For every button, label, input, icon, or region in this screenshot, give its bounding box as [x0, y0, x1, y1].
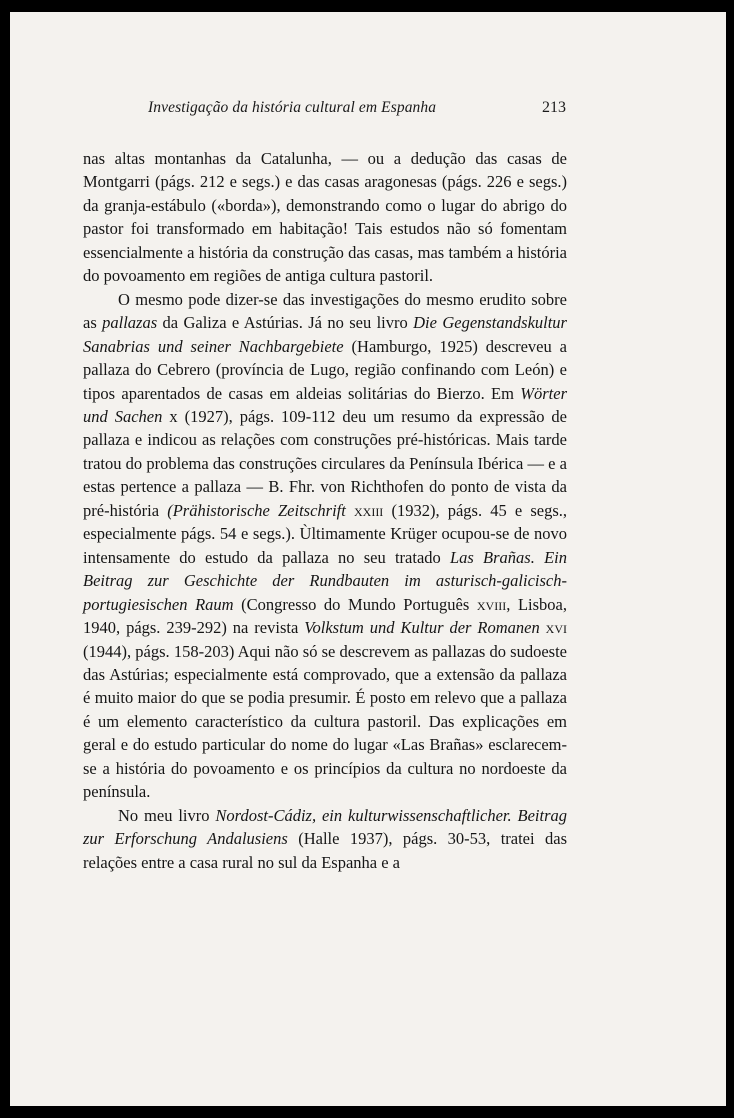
text-run: (1944), págs. 158-203) Aqui não só se descrevem as pallazas do sudoeste das Astúrias; especialmente está comprovado, que a extensão da pallaza é muito maior do que se podia presumir. É posto em relevo que a pallaza é um elemento característico da cultura pastoril. Das explicações em geral e do estudo particular do nome do lugar «Las Brañas» esclarecem-se a história do povoamento e os princípios da cultura no nordoeste da península.	[83, 641, 567, 802]
italic-text-run: pallazas	[102, 313, 158, 333]
page-number: 213	[542, 99, 566, 116]
text-run: , Lisboa, 1940, págs. 239-292) na revista	[83, 594, 567, 638]
italic-text-run: Nordost-Cádiz, ein kulturwissenschaftlicher. Beitrag zur Erforschung Andalusiens	[83, 805, 567, 849]
text-run: No meu livro	[118, 805, 216, 825]
body-text	[83, 147, 567, 874]
paragraph-3	[83, 804, 567, 874]
smallcaps-text-run: xxiii	[345, 500, 384, 520]
smallcaps-text-run: xviii	[476, 594, 507, 614]
book-page	[10, 12, 726, 1106]
italic-text-run: Wörter und Sachen	[83, 383, 567, 426]
italic-text-run: Die Gegenstandskultur Sanabrias und seiner Nachbargebiete	[83, 313, 567, 356]
text-run: (Hamburgo, 1925) descreveu a pallaza do Cebrero (província de Lugo, região confinando com León) e tipos aparentados de casas em aldeias solitárias do Bierzo. Em	[83, 336, 568, 403]
text-run: (1932), págs. 45 e segs., especialmente págs. 54 e segs.). Ùltimamente Krüger ocupou-se de novo intensamente do estudo da pallaza no seu tratado	[83, 500, 567, 567]
italic-text-run: (Prähistorische Zeitschrift	[167, 500, 346, 520]
text-run: nas altas montanhas da Catalunha, — ou a dedução das casas de Montgarri (págs. 212 e segs.) e das casas aragonesas (págs. 226 e segs.) da granja-estábulo («borda»), demonstrando como o lugar do abrigo do pastor foi transformado em habitação! Tais estudos não só fomentam essencialmente a história da construção das casas, mas também a história do povoamento em regiões de antiga cultura pastoril.	[83, 149, 567, 286]
text-run: x (1927), págs. 109-112 deu um resumo da expressão de pallaza e indicou as relações com construções pré-históricas. Mais tarde tratou do problema das construções circulares da Península Ibérica — e a estas pertence a pallaza — B. Fhr. von Richthofen do ponto de vista da pré-história	[83, 406, 567, 520]
page-header	[148, 99, 566, 121]
text-run: da Galiza e Astúrias. Já no seu livro	[157, 313, 414, 333]
italic-text-run: Las Brañas. Ein Beitrag zur Geschichte der Rundbauten im asturisch-galicisch-portugiesischen Raum	[83, 547, 567, 614]
paragraph-1	[83, 147, 567, 288]
running-title: Investigação da história cultural em Espanha	[148, 99, 437, 116]
smallcaps-text-run: xvi	[545, 618, 567, 638]
text-run: (Congresso do Mundo Português	[233, 594, 477, 614]
italic-text-run: Volkstum und Kultur der Romanen	[304, 618, 540, 638]
text-run: O mesmo pode dizer-se das investigações do mesmo erudito sobre as	[83, 289, 567, 333]
text-run: (Halle 1937), págs. 30-53, tratei das relações entre a casa rural no sul da Espanha e a	[83, 829, 567, 872]
paragraph-2	[83, 288, 567, 804]
